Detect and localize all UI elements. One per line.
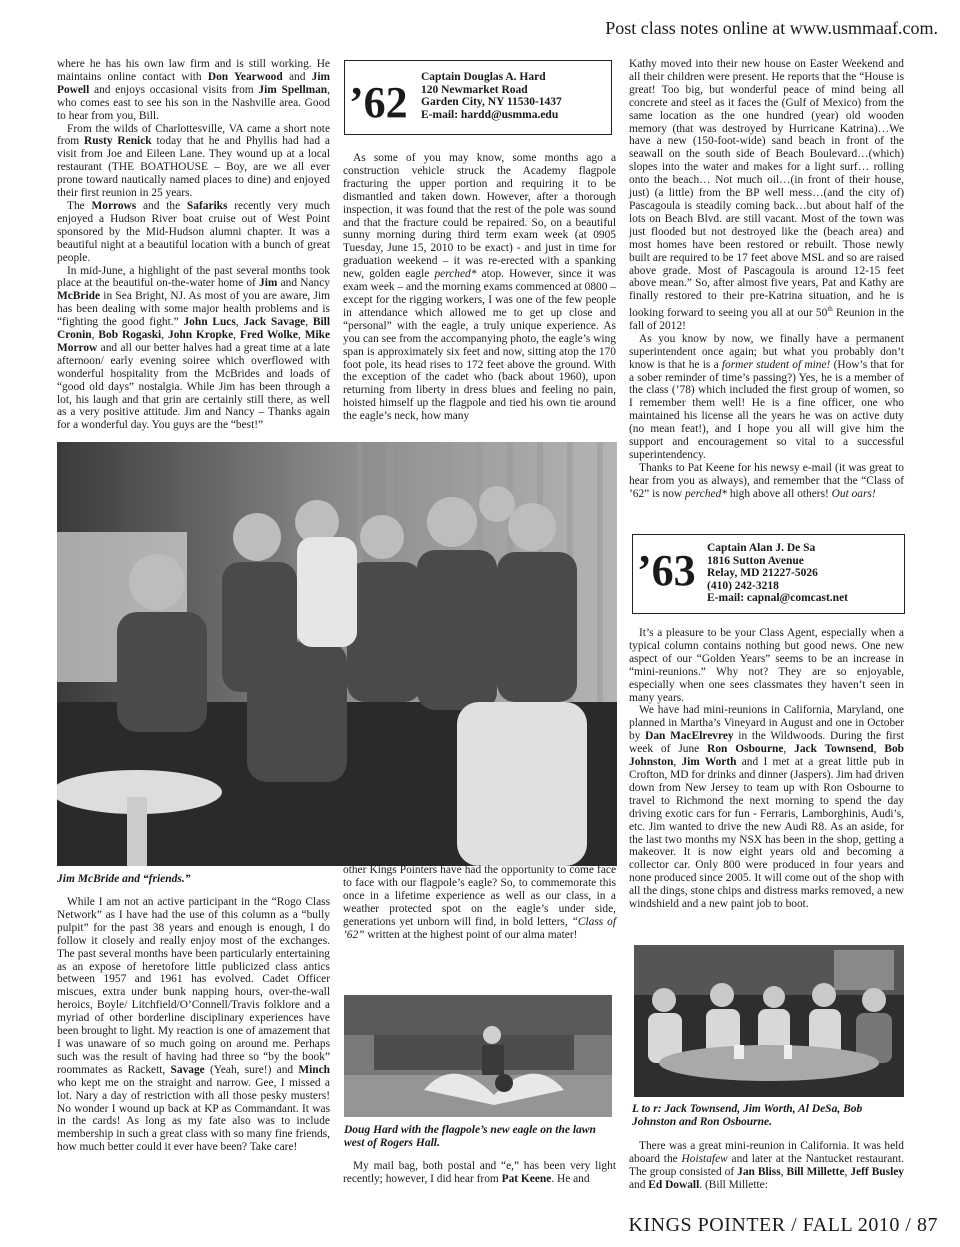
agent-name: Captain Douglas A. Hard xyxy=(421,71,546,83)
column-2-top xyxy=(343,152,616,423)
class-year-62: ’62 xyxy=(349,78,408,127)
paragraph: It’s a pleasure to be your Class Agent, especially when a typical column contains nothing but good news. One new aspect of our “Golden Years” seems to be an increase in “mini-reunions.” Why not? They are so enjoyable, especially when one sees classmates they haven’t seen in many years. xyxy=(629,627,904,704)
column-1-bottom xyxy=(57,896,330,1154)
class-agent-info xyxy=(421,71,562,121)
agent-city: Garden City, NY 11530-1437 xyxy=(421,96,562,108)
agent-street: 120 Newmarket Road xyxy=(421,83,528,96)
agent-city: Relay, MD 21227-5026 xyxy=(707,567,818,579)
paragraph: other Kings Pointers have had the opportunity to come face to face with our flagpole’s eagle? So, to commemorate this once in a lifetime experience as well as our class, in a weather protected spot on the eagle’s under side, generations yet unborn will find, in bold letters, “Class of ’62” written at the highest point of our alma mater! xyxy=(343,864,616,941)
group-photo-image xyxy=(57,442,617,866)
paragraph: where he has his own law firm and is still working. He maintains online contact with Don Yearwood and Jim Powell and enjoys occasional visits from Jim Spellman, who comes east to see his son in the Nashville area. Good to hear from you, Bill. xyxy=(57,58,330,122)
eagle-photo-caption: Doug Hard with the flagpole’s new eagle on the lawn west of Rogers Hall. xyxy=(344,1124,596,1149)
paragraph: We have had mini-reunions in California, Maryland, one planned in Martha’s Vineyard in August and one in October by Dan MacElrevrey in the Wildwoods. During the first week of June Ron Osbourne, Jack Townsend, Bob Johnston, Jim Worth and I met at a great little pub in Crofton, MD for drinks and dinner (Jaspers). Jim had driven down from New Jersey to team up with Ron Osbourne to travel to Richmond the next morning to spend the day driving exotic cars for fun - Ferraris, Lamborghinis, Audi’s, etc. Jim wanted to drive the new Audi R8. As an aside, for the last two months my NSX has been in the shop, getting a makeover. It is now eight years old and becoming a collector car. Only 800 were produced in four years and none produced since 2005. It will come out of the shop with all the dings, stone chips and distress marks removed, a new windshield and a new paint job to boot. xyxy=(629,704,905,911)
agent-email: E-mail: hardd@usmma.edu xyxy=(421,108,559,121)
paragraph: In mid-June, a highlight of the past several months took place at the beautiful on-the-water home of Jim and Nancy McBride in Sea Bright, NJ. As most of you are aware, Jim has been dealing with some major health problems and is “fighting the good fight.” John Lucs, Jack Savage, Bill Cronin, Bob Rogaski, John Kropke, Fred Wolke, Mike Morrow and all our better halves had a great time at a late afternoon/ early evening soiree which overflowed with wonderful hospitality from the McBrides and loads of “good old days” nostalgia. While Jim has been through a lot, his laugh and that grin are certainly still there, as well as a very positive attitude. Jim and Nancy – Thanks again for a wonderful day. You guys are the “best!” xyxy=(57,264,331,432)
group-photo xyxy=(57,442,617,866)
agent-phone: (410) 242-3218 xyxy=(707,579,779,592)
column-3-top xyxy=(629,58,904,501)
class-agent-info xyxy=(707,542,848,605)
paragraph: There was a great mini-reunion in California. It was held aboard the Hoistafew and later at the Nantucket restaurant. The group consisted of Jan Bliss, Bill Millette, Jeff Busley and Ed Dowall. (Bill Millette: xyxy=(629,1140,904,1191)
class-62-contact-box xyxy=(344,60,612,135)
paragraph: Kathy moved into their new house on Easter Weekend and all their children were present. He reports that the “House is great! Too big, but wonderful peace of mind being all concrete and steel as it faces the (Gulf of Mexico) from the same location as the one hundred (year) old wooden memory (that was destroyed by Hurricane Katrina)…We have a new (150-foot-wide) sand beach in front of the seawall on the south side of Beach Boulevard…(which) slopes into the water and makes for a light surf… rolling onto the beach… Not much oil…(in front of their house, just) (a little) from the BP well mess…(and the city of) Pascagoula is steadily coming back…but about half of the lots on Beach Blvd. are still vacant. Most of the town was just flooded but not destroyed like the (beach area) and most homes have been restored or rebuilt. Those newly built are required to be 17 feet above MSL and so are raised above grade. Most of Pascagoula is around 12-15 feet above mean.” So, after almost five years, Pat and Kathy are finally restored to their pre-Katrina situation, and he is looking forward to seeing you all at our 50th Reunion in the fall of 2012! xyxy=(629,58,904,332)
column-3-bottom xyxy=(629,1140,904,1192)
paragraph: My mail bag, both postal and “e,” has been very light recently; however, I did hear from Pat Keene. He and xyxy=(343,1160,616,1185)
pub-photo-image xyxy=(634,945,904,1097)
column-1-top xyxy=(57,58,330,432)
eagle-photo-image xyxy=(344,995,612,1117)
pub-photo-caption: L to r: Jack Townsend, Jim Worth, Al DeSa, Bob Johnston and Ron Osbourne. xyxy=(632,1103,863,1128)
agent-name: Captain Alan J. De Sa xyxy=(707,542,816,554)
paragraph: While I am not an active participant in the “Rogo Class Network” as I have had the use of this column as a “bully pulpit” for the past 38 years and enough is enough, I do follow it closely and really enjoy most of the exchanges. The past several months have been particularly entertaining as an expose of heretofore little publicized class antics between 1957 and 1961 has evolved. Cadet Officer miscues, extra under bunk napping hours, over-the-wall heroics, Boyle/ Litchfield/O’Connell/Travis folklore and a myriad of other borderline disciplinary experiences have been brought to light. My reaction is one of amazement that I was unaware of so much going on around me. Perhaps such was the result of having had three so “by the book” roommates as Rackett, Savage (Yeah, sure!) and Minch who kept me on the straight and narrow. Gee, I missed a lot. Nary a day of restriction with all those pesky musters! No wonder I wound up back at KP as Commandant. It was in the cards! As long as my fate also was to include membership in such a great class with so many fine friends, how much better could it ever have been? Take care! xyxy=(57,896,331,1154)
class-year-63: ’63 xyxy=(637,546,696,595)
agent-street: 1816 Sutton Avenue xyxy=(707,554,804,567)
paragraph: As you know by now, we finally have a permanent superintendent once again; but what you probably don’t know is that he is a former student of mine! (How’s that for a sober reminder of time’s passing?) Yes, he is a member of the class (’78) which included the first group of women, so I remember them well! He is a fine officer, one who maintained his license all the years he was on active duty (no mean feat!), and I hope you all will give him the support and encouragement so vital to a successful superintendency. xyxy=(629,332,904,461)
page-footer: KINGS POINTER / FALL 2010 / 87 xyxy=(628,1214,938,1236)
column-2-bottom xyxy=(343,1160,616,1186)
pub-photo xyxy=(634,945,904,1097)
paragraph: The Morrows and the Safariks recently very much enjoyed a Hudson River boat cruise out of West Point sponsored by the Mid-Hudson alumni chapter. It was a beautiful night at a beautiful location with a bunch of great people. xyxy=(57,199,330,264)
eagle-photo xyxy=(344,995,612,1117)
paragraph: As some of you may know, some months ago a construction vehicle struck the Academy flagpole fracturing the upper portion and requiring it to be dismantled and taken down. However, after a thorough inspection, it was found that the rest of the pole was sound and that the fracture could be repaired. So, on a beautiful sunny morning during third term exam week (at 0905 Tuesday, June 15, 2010 to be exact) - and just in time for graduation weekend – it was re-erected with a spanking new, golden eagle perched* atop. However, since it was exam week – and the morning exams commenced at 0800 – except for the rigging workers, I was one of the few people in attendance which allowed me to get up close and “personal” with the eagle, a truly unique experience. As you can see from the accompanying photo, the eagle’s wing span is approximately six feet and now, sitting atop the 170 foot pole, its head rises to 172 feet above the ground. With the exception of the cadet who (back about 1960), upon returning from liberty in dress blues and feeling no pain, hoisted himself up the flagpole and tied his own tie around the eagle’s neck, how many xyxy=(343,152,616,423)
column-2-middle xyxy=(343,864,616,941)
agent-email: E-mail: capnal@comcast.net xyxy=(707,592,849,604)
class-63-contact-box xyxy=(632,534,905,614)
page-header: Post class notes online at www.usmmaaf.com. xyxy=(605,18,938,38)
group-photo-caption: Jim McBride and “friends.” xyxy=(57,873,191,885)
paragraph: From the wilds of Charlottesville, VA came a short note from Rusty Renick today that he and Phyllis had had a visit from Joe and Eileen Lane. They wound up at a local restaurant (THE BOATHOUSE – Boy, are we all ever prone toward nautically named places to dine) and enjoyed their first reunion in 25 years. xyxy=(57,122,330,200)
column-3-middle xyxy=(629,627,904,911)
paragraph: Thanks to Pat Keene for his newsy e-mail (it was great to hear from you as always), and remember that the “Class of ’62” is now perched* high above all others! Out oars! xyxy=(629,461,904,500)
